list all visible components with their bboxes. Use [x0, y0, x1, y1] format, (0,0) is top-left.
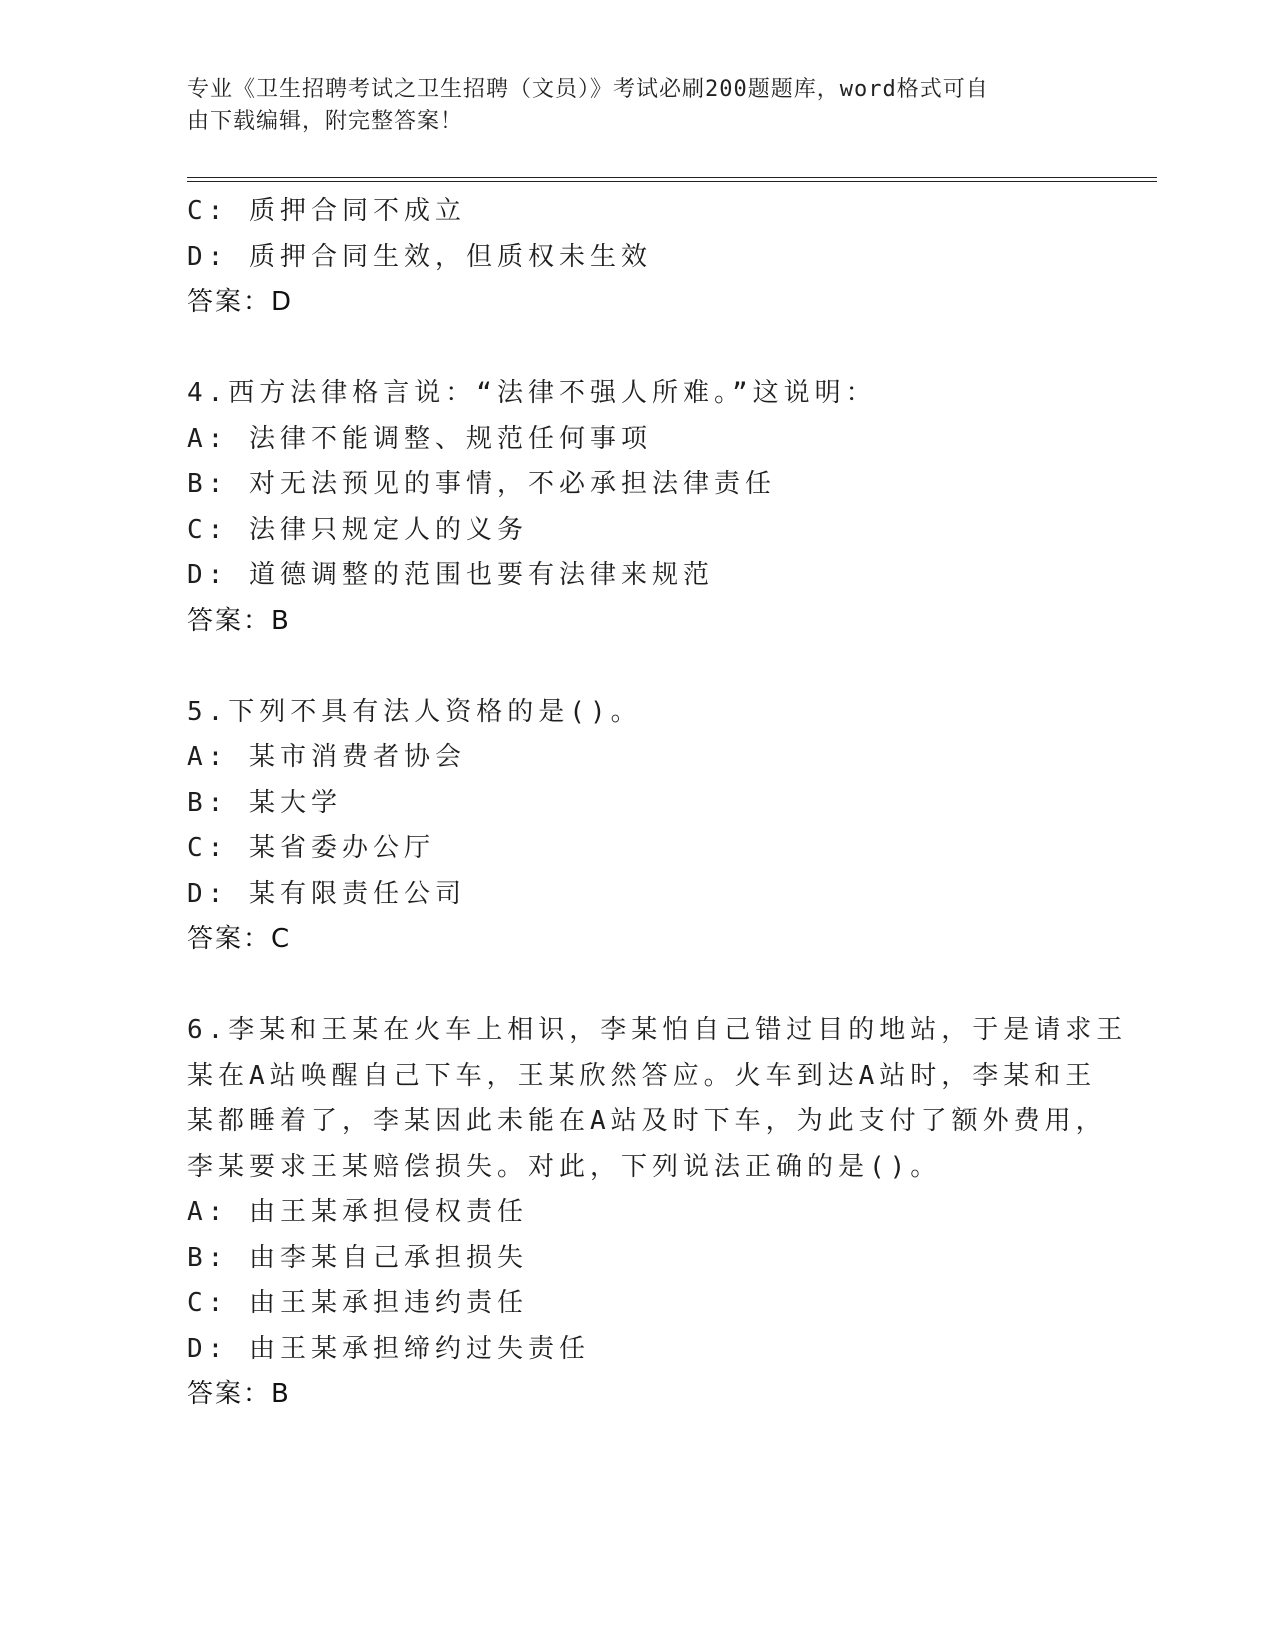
question-text-line: 某在A站唤醒自己下车，王某欣然答应。火车到达A站时，李某和王 — [187, 1060, 1097, 1091]
option-a: A: 法律不能调整、规范任何事项 — [187, 423, 652, 454]
option-c: C: 某省委办公厅 — [187, 833, 435, 863]
option-a: A: 由王某承担侵权责任 — [187, 1197, 528, 1227]
answer-label: 答案：B — [187, 605, 291, 636]
option-b: B: 对无法预见的事情，不必承担法律责任 — [187, 469, 776, 499]
question-text-line: 某都睡着了，李某因此未能在A站及时下车，为此支付了额外费用， — [187, 1106, 1107, 1136]
question-list — [187, 189, 1128, 1418]
option-a: A: 某市消费者协会 — [187, 742, 466, 772]
question-text: 5.下列不具有法人资格的是()。 — [187, 696, 642, 727]
option-b: B: 由李某自己承担损失 — [187, 1242, 528, 1273]
question-text-line: 李某要求王某赔偿损失。对此，下列说法正确的是()。 — [187, 1151, 942, 1182]
question-6 — [187, 1008, 1128, 1418]
option-d: D: 某有限责任公司 — [187, 878, 466, 909]
answer-label: 答案：D — [187, 287, 294, 317]
spacer — [187, 963, 1067, 1009]
question-5 — [187, 690, 1067, 963]
header-line-1: 专业《卫生招聘考试之卫生招聘（文员）》考试必刷200题题库，word格式可自 — [187, 77, 989, 102]
question-4 — [187, 371, 1067, 644]
option-d: D: 道德调整的范围也要有法律来规范 — [187, 560, 714, 590]
option-b: B: 某大学 — [187, 787, 342, 818]
spacer — [187, 326, 1067, 372]
option-c: C: 由王某承担违约责任 — [187, 1288, 528, 1318]
header-divider — [187, 177, 1157, 182]
option-d: D: 质押合同生效，但质权未生效 — [187, 241, 652, 272]
option-c: C: 质押合同不成立 — [187, 196, 466, 226]
document-header — [187, 74, 1067, 138]
question-3 — [187, 189, 1067, 326]
option-c: C: 法律只规定人的义务 — [187, 514, 528, 545]
spacer — [187, 644, 1067, 690]
question-text-line: 6.李某和王某在火车上相识，李某怕自己错过目的地站，于是请求王 — [187, 1015, 1128, 1045]
header-line-2: 由下载编辑，附完整答案！ — [187, 109, 464, 134]
option-d: D: 由王某承担缔约过失责任 — [187, 1333, 590, 1364]
answer-label: 答案：C — [187, 924, 292, 954]
question-text: 4.西方法律格言说：“法律不强人所难。”这说明： — [187, 378, 877, 408]
answer-label: 答案：B — [187, 1379, 291, 1409]
